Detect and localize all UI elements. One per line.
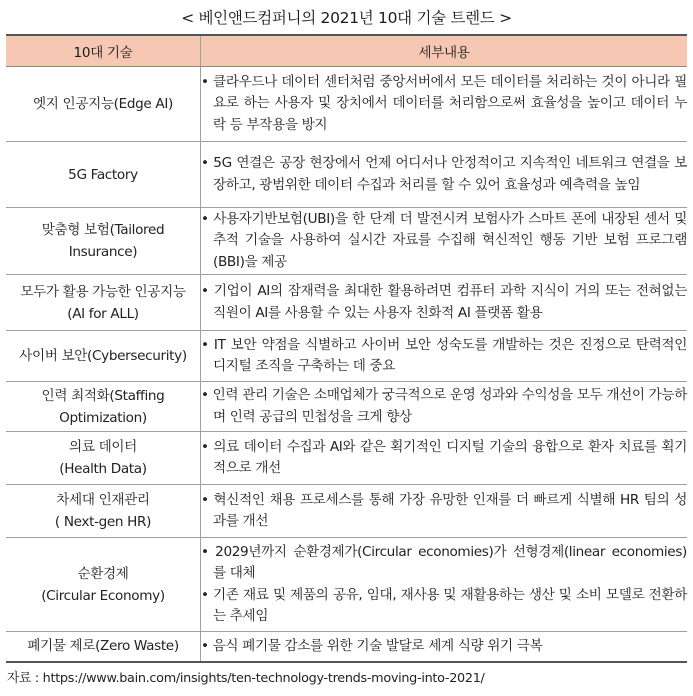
detail-cell <box>201 432 688 485</box>
tech-name-line: 순환경제 <box>77 565 129 582</box>
table-row <box>6 485 687 538</box>
tech-name-line: 폐기물 제로(Zero Waste) <box>27 638 179 655</box>
table-row <box>6 142 687 208</box>
tech-name-line: 5G Factory <box>68 166 138 183</box>
table-row <box>6 538 687 632</box>
tech-name-cell <box>6 485 201 538</box>
table-row <box>6 208 687 275</box>
detail-cell <box>201 331 688 382</box>
detail-cell <box>201 275 688 331</box>
tech-name-line: 의료 데이터 <box>69 439 137 455</box>
tech-name-line: 차세대 인재관리 <box>56 492 150 508</box>
table-header-row <box>6 35 687 67</box>
tech-name-line: (Circular Economy) <box>41 587 165 604</box>
table-row <box>6 382 687 432</box>
tech-name-line: (AI for ALL) <box>67 305 139 322</box>
table-row <box>6 67 687 142</box>
detail-cell <box>201 382 688 432</box>
tech-name-cell <box>6 432 201 485</box>
detail-bullet: • 의료 데이터 수집과 AI와 같은 획기적인 디지털 기술의 융합으로 환자 치료를 획기적으로 개선 <box>201 438 687 476</box>
table-row <box>6 275 687 331</box>
detail-bullet: • 기업이 AI의 잠재력을 최대한 활용하려면 컴퓨터 과학 지식이 거의 또는 전혀없는 직원이 AI를 사용할 수 있는 사용자 친화적 AI 플랫폼 활용 <box>201 283 687 321</box>
header-tech: 10대 기술 <box>6 35 201 67</box>
detail-cell <box>201 538 688 632</box>
tech-name-line: (Health Data) <box>59 461 147 477</box>
header-details: 세부내용 <box>201 35 688 67</box>
detail-bullet: • 음식 폐기물 감소를 위한 기술 발달로 세계 식량 위기 극복 <box>201 637 543 654</box>
tech-name-cell <box>6 67 201 142</box>
tech-name-line: 맞춤형 보험(Tailored <box>41 222 165 238</box>
tech-name-line: Insurance) <box>68 244 138 260</box>
table-row <box>6 432 687 485</box>
detail-cell <box>201 485 688 538</box>
detail-bullet: • 5G 연결은 공장 현장에서 언제 어디서나 안정적이고 지속적인 네트워크 연결을 보장하고, 광범위한 데이터 수집과 처리를 할 수 있어 효율성과 예측력을 높임 <box>201 155 687 193</box>
tech-name-line: 인력 최적화(Staffing <box>41 387 165 404</box>
tech-name-cell <box>6 382 201 432</box>
detail-bullet: • 인력 관리 기술은 소매업체가 궁극적으로 운영 성과와 수익성을 모두 개선이 가능하며 인력 공급의 민첩성을 크게 향상 <box>201 387 687 425</box>
table-body <box>6 67 687 662</box>
tech-trends-table <box>6 34 687 663</box>
detail-bullet: • 2029년까지 순환경제가(Circular economies)가 선형경제(linear economies)를 대체 <box>201 543 687 581</box>
detail-cell <box>201 208 688 275</box>
tech-name-cell <box>6 208 201 275</box>
tech-name-line: ( Next-gen HR) <box>54 514 152 530</box>
tech-name-cell <box>6 538 201 632</box>
detail-cell <box>201 142 688 208</box>
detail-bullet: • 사용자기반보험(UBI)을 한 단계 더 발전시켜 보험사가 스마트 폰에 내장된 센서 및 추적 기술을 사용하여 실시간 자료를 수집해 혁신적인 행동 기반 보험 프로그램(BBI)을 제공 <box>201 210 687 270</box>
table-row <box>6 331 687 382</box>
tech-name-line: 엣지 인공지능(Edge AI) <box>33 96 173 112</box>
detail-cell <box>201 67 688 142</box>
source-note: 자료 : https://www.bain.com/insights/ten-technology-trends-moving-into-2021/ <box>7 671 485 686</box>
detail-bullet: • 혁신적인 채용 프로세스를 통해 가장 유망한 인재를 더 빠르게 식별해 HR 팀의 성과를 개선 <box>201 491 687 529</box>
detail-cell <box>201 632 688 662</box>
tech-name-cell <box>6 142 201 208</box>
detail-bullet: • 기존 재료 및 제품의 공유, 임대, 재사용 및 재활용하는 생산 및 소비 모델로 전환하는 추세임 <box>201 586 687 624</box>
table-title: < 베인앤드컴퍼니의 2021년 10대 기술 트렌드 > <box>181 9 512 27</box>
table-row <box>6 632 687 662</box>
detail-bullet: • IT 보안 약점을 식별하고 사이버 보안 성숙도를 개발하는 것은 진정으로 탄력적인 디지털 조직을 구축하는 데 중요 <box>201 336 687 374</box>
tech-name-cell <box>6 275 201 331</box>
tech-name-cell <box>6 331 201 382</box>
detail-bullet: • 클라우드나 데이터 센터처럼 중앙서버에서 모든 데이터를 처리하는 것이 아니라 필요로 하는 사용자 및 장치에서 데이터를 처리함으로써 효율성을 높이고 데이터 누락 등 부작용을 방지 <box>201 73 687 133</box>
tech-name-line: 사이버 보안(Cybersecurity) <box>19 348 187 364</box>
tech-name-line: Optimization) <box>59 409 147 426</box>
tech-name-cell <box>6 632 201 662</box>
tech-name-line: 모두가 활용 가능한 인공지능 <box>20 283 186 300</box>
